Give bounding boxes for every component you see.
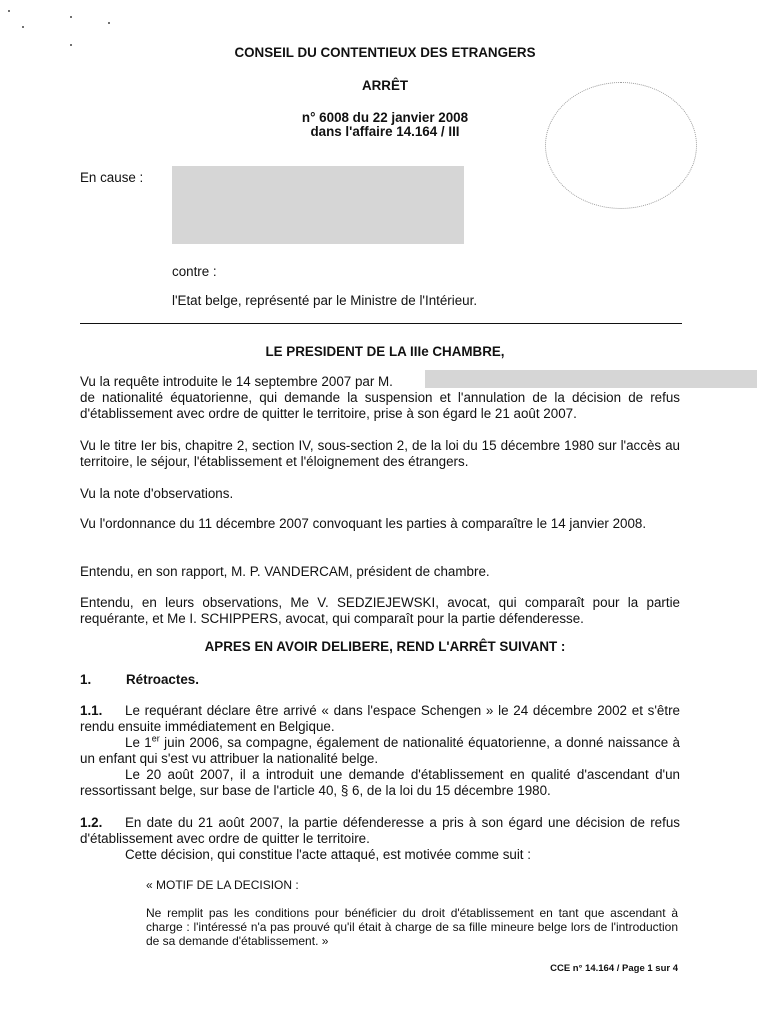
paragraph-1-2-text-b: Cette décision, qui constitue l'acte attaqué, est motivée comme suit :	[125, 847, 531, 862]
quote-heading: « MOTIF DE LA DECISION :	[146, 878, 299, 892]
paragraph-1-1-text-a: Le requérant déclare être arrivé « dans l'espace Schengen » le 24 décembre 2002 et s'être rendu ensuite immédiatement en Belgique.	[80, 703, 680, 734]
entendu-rapport-paragraph: Entendu, en son rapport, M. P. VANDERCAM, président de chambre.	[80, 564, 490, 579]
paragraph-1-2	[80, 815, 680, 863]
scan-speck	[70, 16, 72, 18]
vu-ordonnance-paragraph: Vu l'ordonnance du 11 décembre 2007 convoquant les parties à comparaître le 14 janvier 2008.	[80, 516, 647, 531]
paragraph-1-2-number: 1.2.	[80, 815, 103, 830]
paragraph-1-1-text-c: Le 20 août 2007, il a introduit une demande d'établissement en qualité d'ascendant d'un ressortissant belge, sur base de l'article 40, § 6, de la loi du 15 décembre 1980.	[80, 767, 680, 798]
paragraph-1-1-superscript: er	[151, 733, 160, 744]
vu-note-paragraph: Vu la note d'observations.	[80, 486, 234, 501]
vu-requete-rest: de nationalité équatorienne, qui demande la suspension et l'annulation de la décision de refus d'établissement avec ordre de quitter le territoire, prise à son égard le 21 août 2007.	[80, 390, 680, 421]
vu-requete-line1: Vu la requête introduite le 14 septembre 2007 par M.	[80, 374, 393, 389]
entendu-observations-paragraph: Entendu, en leurs observations, Me V. SEDZIEJEWSKI, avocat, qui comparaît pour la partie requérante, et Me I. SCHIPPERS, avocat, qui comparaît pour la partie défenderesse.	[80, 595, 680, 626]
vu-titre-paragraph: Vu le titre Ier bis, chapitre 2, section IV, sous-section 2, de la loi du 15 décembre 1980 sur l'accès au territoire, le séjour, l'établissement et l'éloignement des étrangers.	[80, 438, 680, 469]
section-title: Rétroactes.	[126, 672, 199, 687]
paragraph-1-2-text-a: En date du 21 août 2007, la partie défenderesse a pris à son égard une décision de refus d'établissement avec ordre de quitter le territoire.	[80, 815, 680, 846]
defendant-party: l'Etat belge, représenté par le Ministre de l'Intérieur.	[172, 293, 478, 308]
paragraph-1-1-number: 1.1.	[80, 703, 103, 718]
horizontal-divider	[80, 323, 682, 324]
court-name: CONSEIL DU CONTENTIEUX DES ETRANGERS	[234, 45, 536, 60]
scan-speck	[8, 10, 10, 12]
en-cause-label: En cause :	[80, 170, 144, 185]
paragraph-1-1	[80, 703, 680, 799]
redacted-applicant-name	[425, 370, 757, 388]
redacted-party-name	[172, 166, 464, 244]
scan-speck	[22, 26, 24, 28]
document-type: ARRÊT	[361, 78, 409, 93]
vu-requete-paragraph	[80, 374, 680, 422]
paragraph-1-1-text-b-pre: Le 1	[125, 735, 152, 750]
faint-stamp	[545, 82, 697, 209]
scan-speck	[108, 22, 110, 24]
decision-number: n° 6008 du 22 janvier 2008	[301, 110, 469, 125]
apres-heading: APRES EN AVOIR DELIBERE, REND L'ARRÊT SUIVANT :	[204, 639, 566, 654]
president-heading: LE PRESIDENT DE LA IIIe CHAMBRE,	[265, 344, 505, 359]
page-reference: CCE n° 14.164 / Page 1 sur 4	[550, 963, 678, 974]
paragraph-1-1-text-b-post: juin 2006, sa compagne, également de nationalité équatorienne, a donné naissance à un enfant qui s'est vu attribuer la nationalité belge.	[80, 735, 680, 766]
case-number: dans l'affaire 14.164 / III	[310, 124, 460, 139]
quote-text: Ne remplit pas les conditions pour bénéficier du droit d'établissement en tant que ascendant à charge : l'intéressé n'a pas prouvé qu'il était à charge de sa fille mineure belge lors de l'introduction de sa demande d'établissement. »	[146, 906, 678, 948]
contre-label: contre :	[172, 264, 217, 279]
section-number: 1.	[80, 672, 92, 687]
